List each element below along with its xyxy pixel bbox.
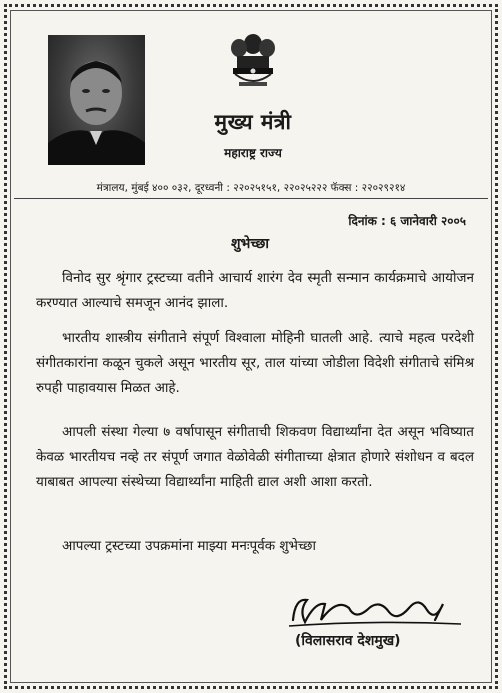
paragraph: आपली संस्था गेल्या ७ वर्षापासून संगीताची शिकवण विद्यार्थ्यांना देत असून भविष्यात केवळ भारतीयच नव्हे तर संपूर्ण जगात वेळोवेळी संगीताच्या क्षेत्रात होणारे संशोधन व बदल याबाबत आपल्या संस्थेच्या विद्यार्थ्यांना माहिती द्याल अशी आशा करतो. xyxy=(36,424,474,490)
paragraph: विनोद सुर श्रृंगार ट्रस्टच्या वतीने आचार्य शारंग देव स्मृती सन्मान कार्यक्रमाचे आयोजन करण्यात आल्याचे समजून आनंद झाला. xyxy=(36,270,474,311)
national-emblem-icon xyxy=(225,30,281,92)
office-subtitle: महाराष्ट्र राज्य xyxy=(224,146,282,160)
office-title: मुख्य मंत्री xyxy=(214,110,292,134)
paragraph: भारतीय शास्त्रीय संगीताने संपूर्ण विश्वाला मोहिनी घातली आहे. त्याचे महत्व परदेशी संगीतकारांना कळून चुकले असून भारतीय सूर, ताल यांच्या जोडीला विदेशी संगीताचे संमिश्र रुपही पाहावयास मिळत आहे. xyxy=(36,330,474,396)
signatory-name: (विलासराव देशमुख) xyxy=(295,633,401,649)
handwritten-signature xyxy=(285,590,465,634)
office-address: मंत्रालय, मुंबई ४०० ०३२, दूरध्वनी : २२०२५१५१, २२०२५२२२ फॅक्स : २२०२९२१४ xyxy=(96,182,406,194)
portrait-photo xyxy=(48,35,145,165)
header-divider xyxy=(14,198,488,199)
letter-date: दिनांक : ६ जानेवारी २००५ xyxy=(348,214,466,228)
closing-line: आपल्या ट्रस्टच्या उपक्रमांना माझ्या मनःपूर्वक शुभेच्छा xyxy=(62,538,316,554)
greeting-heading: शुभेच्छा xyxy=(231,236,269,252)
